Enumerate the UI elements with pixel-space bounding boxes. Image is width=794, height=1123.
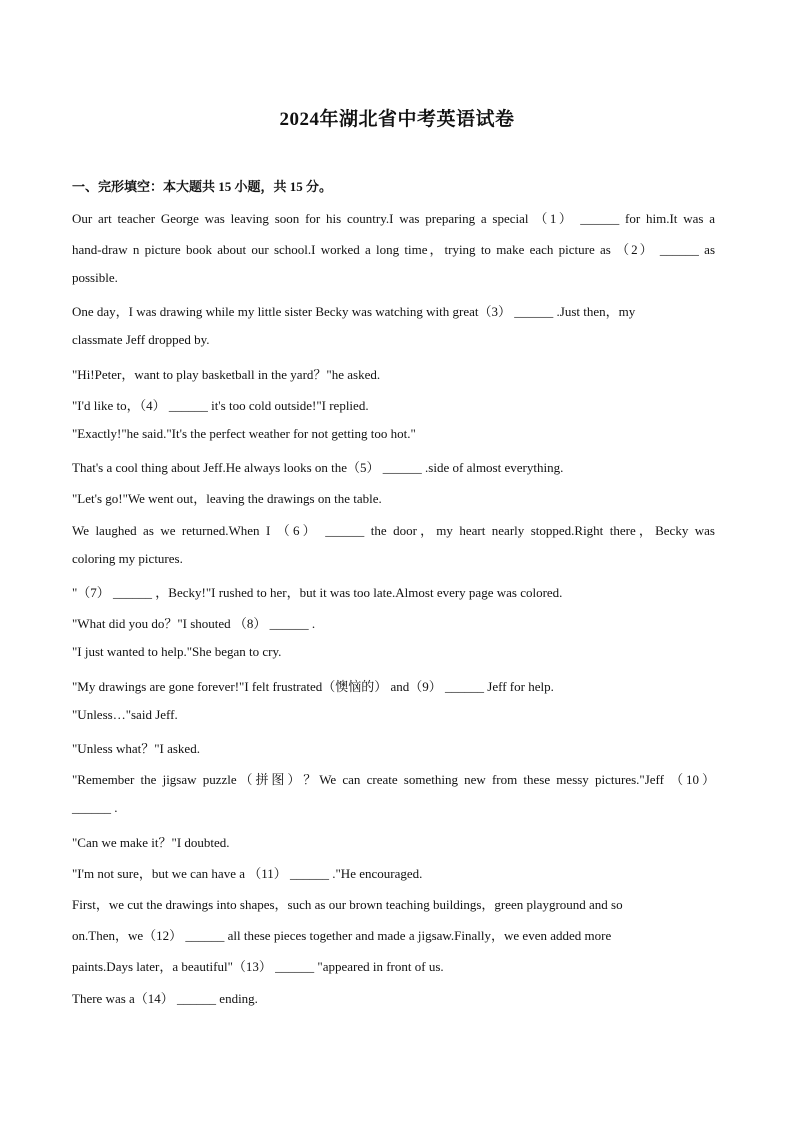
passage-line: coloring my pictures. [72,551,183,566]
passage-line: "Unless…"said Jeff. [72,707,178,722]
passage-line: possible. [72,270,118,285]
passage-line: That's a cool thing about Jeff.He always looks on the（5） ______ .side of almost everything. [72,460,564,475]
passage-line: hand-draw n picture book about our school.I worked a long time，trying to make each picture as （2） ______ as [72,242,715,257]
passage-line: First，we cut the drawings into shapes，such as our brown teaching buildings，green playground and so [72,897,623,912]
passage-line: "I just wanted to help."She began to cry. [72,644,282,659]
passage-line: "Unless what？"I asked. [72,741,200,756]
passage-line: "Can we make it？"I doubted. [72,835,230,850]
passage-line: paints.Days later，a beautiful"（13） ______ "appeared in front of us. [72,959,444,974]
passage-line: "What did you do？"I shouted （8） ______ . [72,616,316,631]
passage-line: "Let's go!"We went out，leaving the drawings on the table. [72,491,382,506]
passage-line: We laughed as we returned.When I （6） ______ the door，my heart nearly stopped.Right there，Becky was [72,523,715,538]
passage-line: Our art teacher George was leaving soon for his country.I was preparing a special （1） ______ for him.It was a [72,211,715,226]
passage-line: "Exactly!"he said."It's the perfect weather for not getting too hot." [72,426,416,441]
passage-line: "I'd like to，（4） ______ it's too cold outside!"I replied. [72,398,369,413]
passage-line: "I'm not sure，but we can have a （11） ______ ."He encouraged. [72,866,423,881]
document-title: 2024年湖北省中考英语试卷 [279,109,515,130]
section-heading: 一、完形填空：本大题共 15 小题，共 15 分。 [72,179,333,194]
passage-line: There was a（14） ______ ending. [72,991,258,1006]
passage-line: One day，I was drawing while my little sister Becky was watching with great（3） ______ .Just then，my [72,304,636,319]
passage-line: ______ . [72,800,118,815]
passage-line: on.Then，we（12） ______ all these pieces together and made a jigsaw.Finally，we even added more [72,928,612,943]
passage-line: "Hi!Peter，want to play basketball in the yard？"he asked. [72,367,381,382]
passage-line: "My drawings are gone forever!"I felt frustrated（懊恼的） and（9） ______ Jeff for help. [72,679,554,694]
passage-line: "Remember the jigsaw puzzle（拼图）？We can create something new from these messy pictures."Jeff （10） [72,772,715,787]
passage-line: "（7） ______ ，Becky!"I rushed to her，but it was too late.Almost every page was colored. [72,585,563,600]
passage-line: classmate Jeff dropped by. [72,332,210,347]
